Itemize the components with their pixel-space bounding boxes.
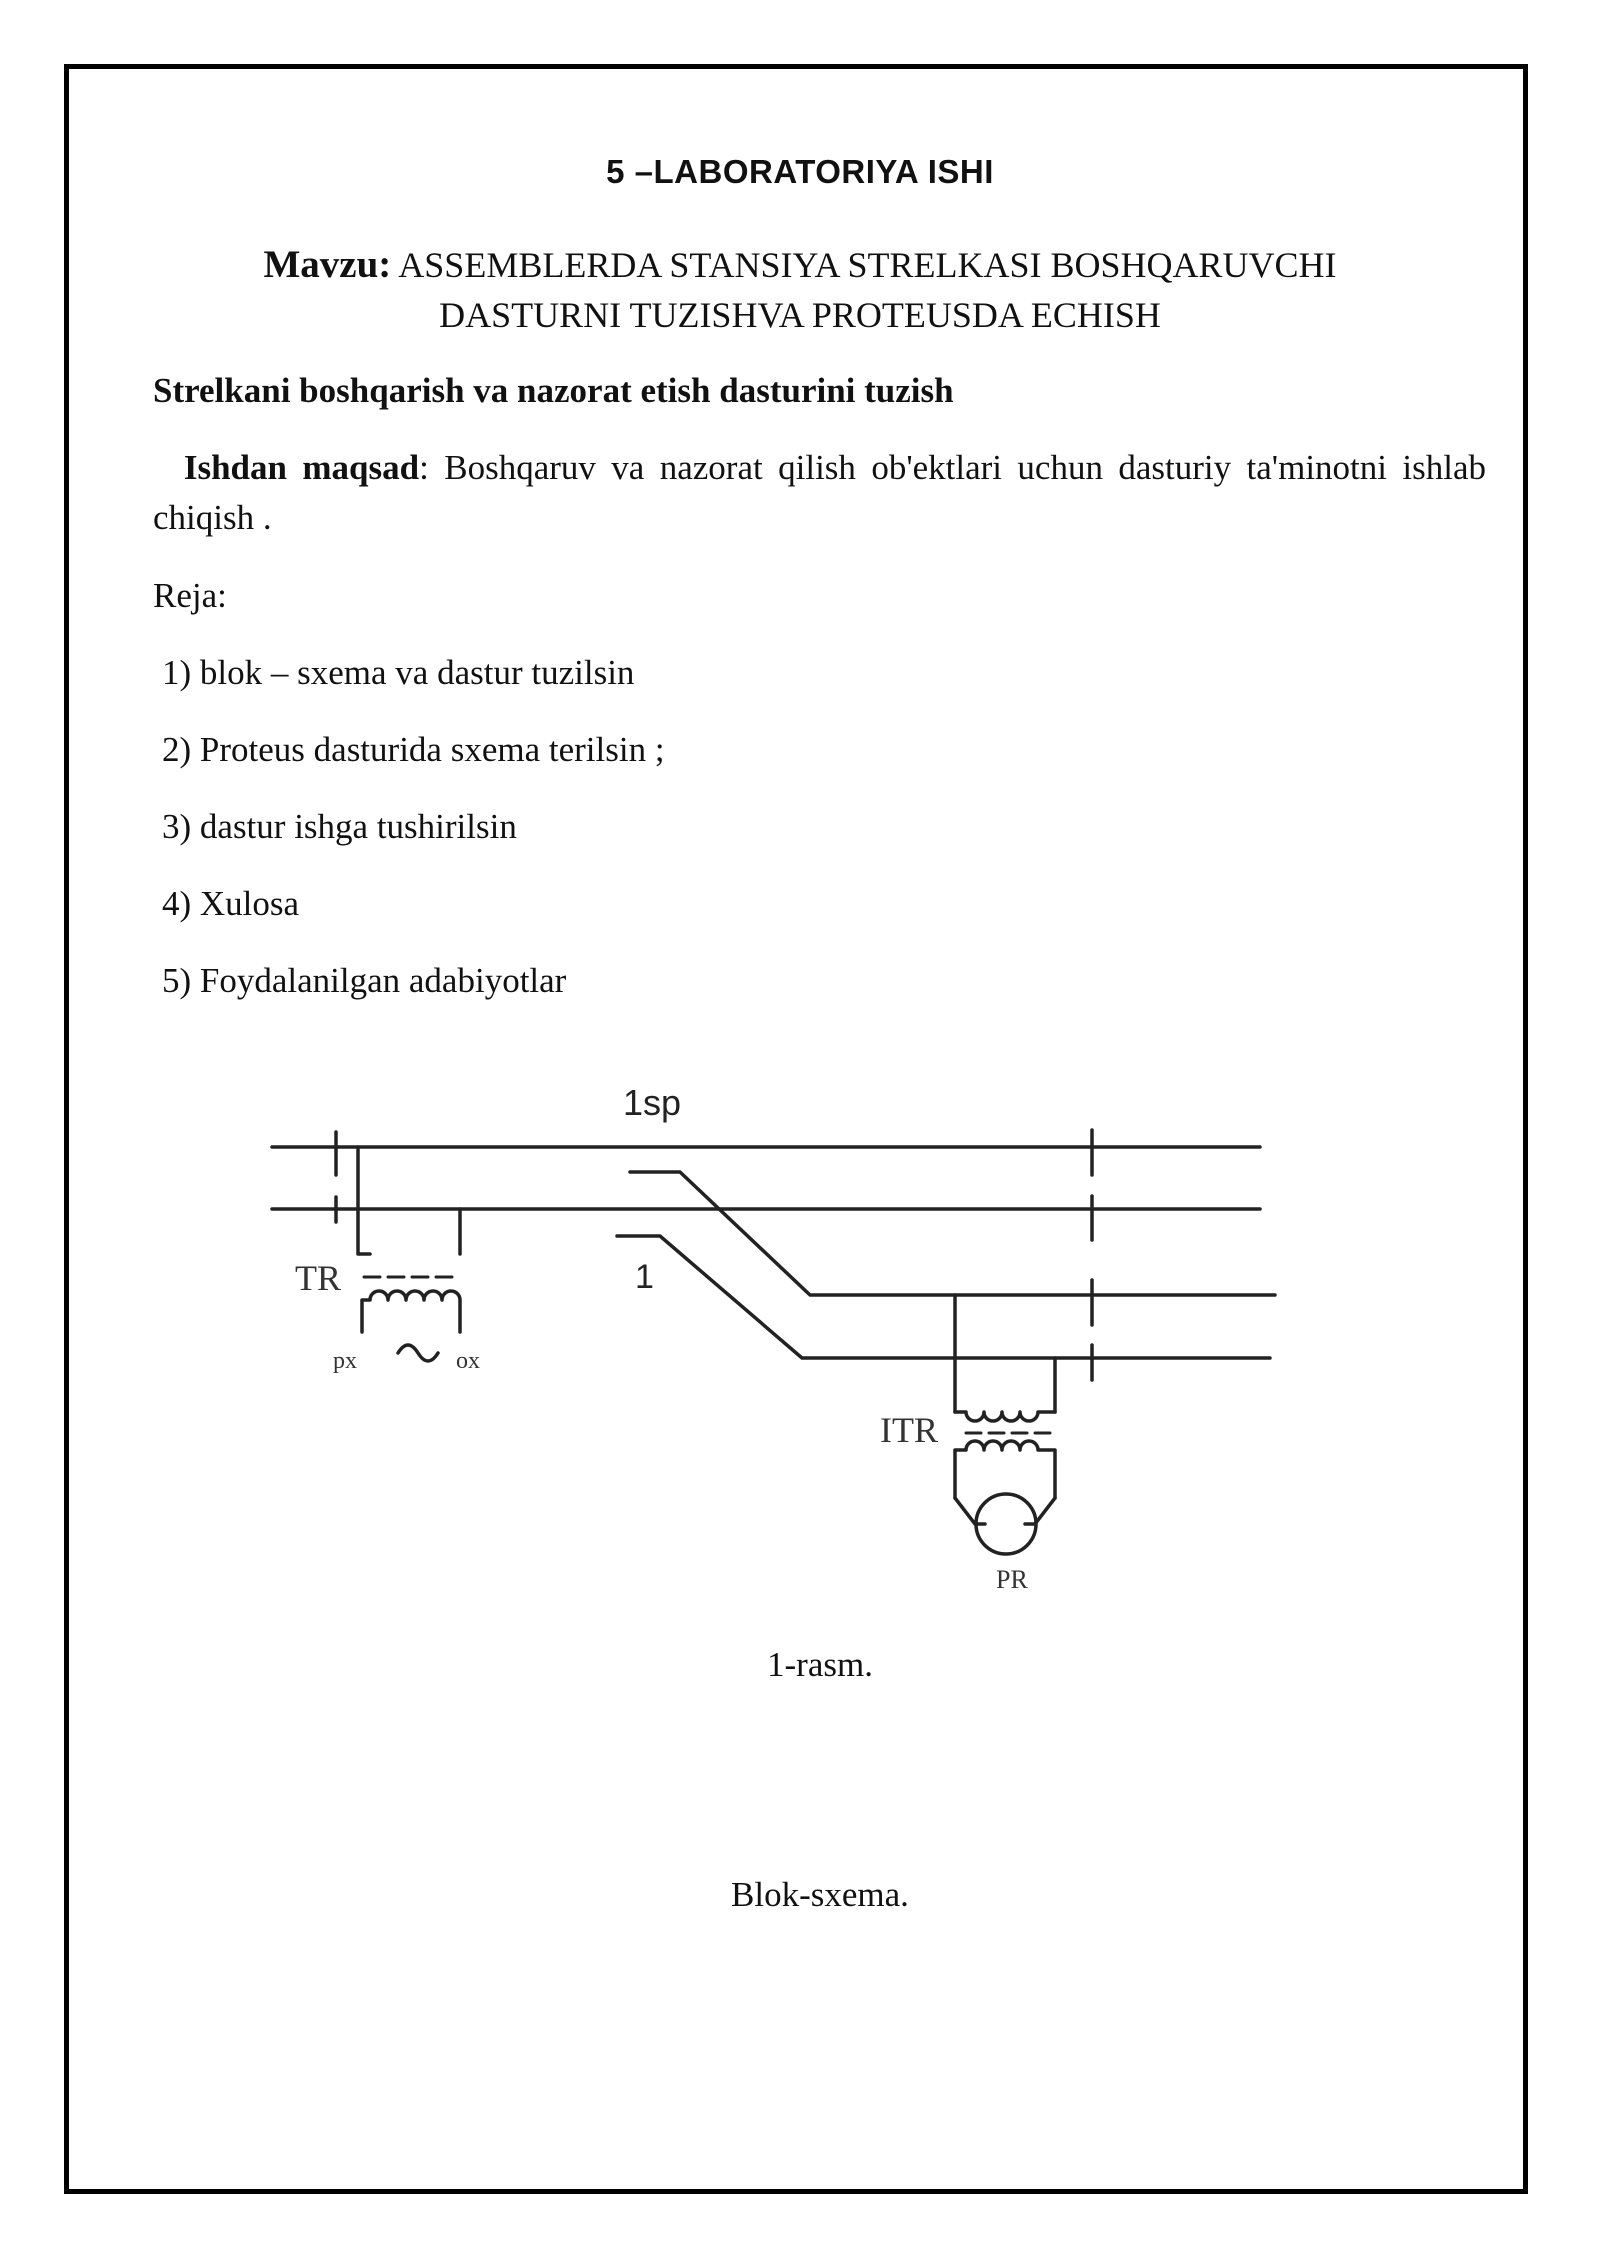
label-tr: TR: [295, 1258, 342, 1298]
plan-item: 4) Xulosa: [162, 884, 300, 923]
label-pr: PR: [996, 1565, 1028, 1594]
tr-primary-winding: [358, 1147, 370, 1254]
topic-block: [0, 240, 1600, 340]
plan-label: Reja:: [153, 576, 227, 615]
topic-text-2: DASTURNI TUZISHVA PROTEUSDA ECHISH: [439, 295, 1161, 335]
figure-caption: 1-rasm.: [767, 1645, 873, 1684]
switch-point-upper: [630, 1172, 1275, 1295]
block-scheme-caption: Blok-sxema.: [731, 1875, 909, 1914]
section-heading: Strelkani boshqarish va nazorat etish dasturini tuzish: [153, 371, 954, 410]
tr-secondary-winding: [362, 1291, 460, 1332]
topic-label: Mavzu:: [263, 243, 392, 286]
label-ox: ox: [456, 1348, 480, 1374]
ac-source-icon: [398, 1345, 438, 1361]
plan-item: 5) Foydalanilgan adabiyotlar: [162, 961, 567, 1000]
switch-point-lower: [617, 1236, 1270, 1358]
goal-text: : Boshqaruv va nazorat qilish ob'ektlari uchun dasturiy ta'minotni ishlab chiqish .: [153, 448, 1487, 537]
label-px: px: [333, 1348, 357, 1374]
itr-primary-winding: [955, 1412, 1055, 1421]
plan-item: 1) blok – sxema va dastur tuzilsin: [162, 653, 635, 692]
plan-item: 3) dastur ishga tushirilsin: [162, 807, 517, 846]
label-itr: ITR: [880, 1410, 938, 1450]
label-1sp: 1sp: [623, 1082, 682, 1123]
plan-item: 2) Proteus dasturida sxema terilsin ;: [162, 730, 665, 769]
track-circuit-diagram: [0, 1050, 1600, 1610]
topic-text-1: ASSEMBLERDA STANSIYA STRELKASI BOSHQARUVCHI: [398, 245, 1337, 285]
itr-secondary-winding: [955, 1441, 1055, 1498]
goal-label: Ishdan maqsad: [183, 448, 420, 487]
label-1: 1: [635, 1258, 654, 1296]
topic-line-1: [0, 240, 1600, 290]
lab-title: 5 –LABORATORIYA ISHI: [606, 153, 994, 190]
goal-paragraph: [153, 443, 1486, 543]
